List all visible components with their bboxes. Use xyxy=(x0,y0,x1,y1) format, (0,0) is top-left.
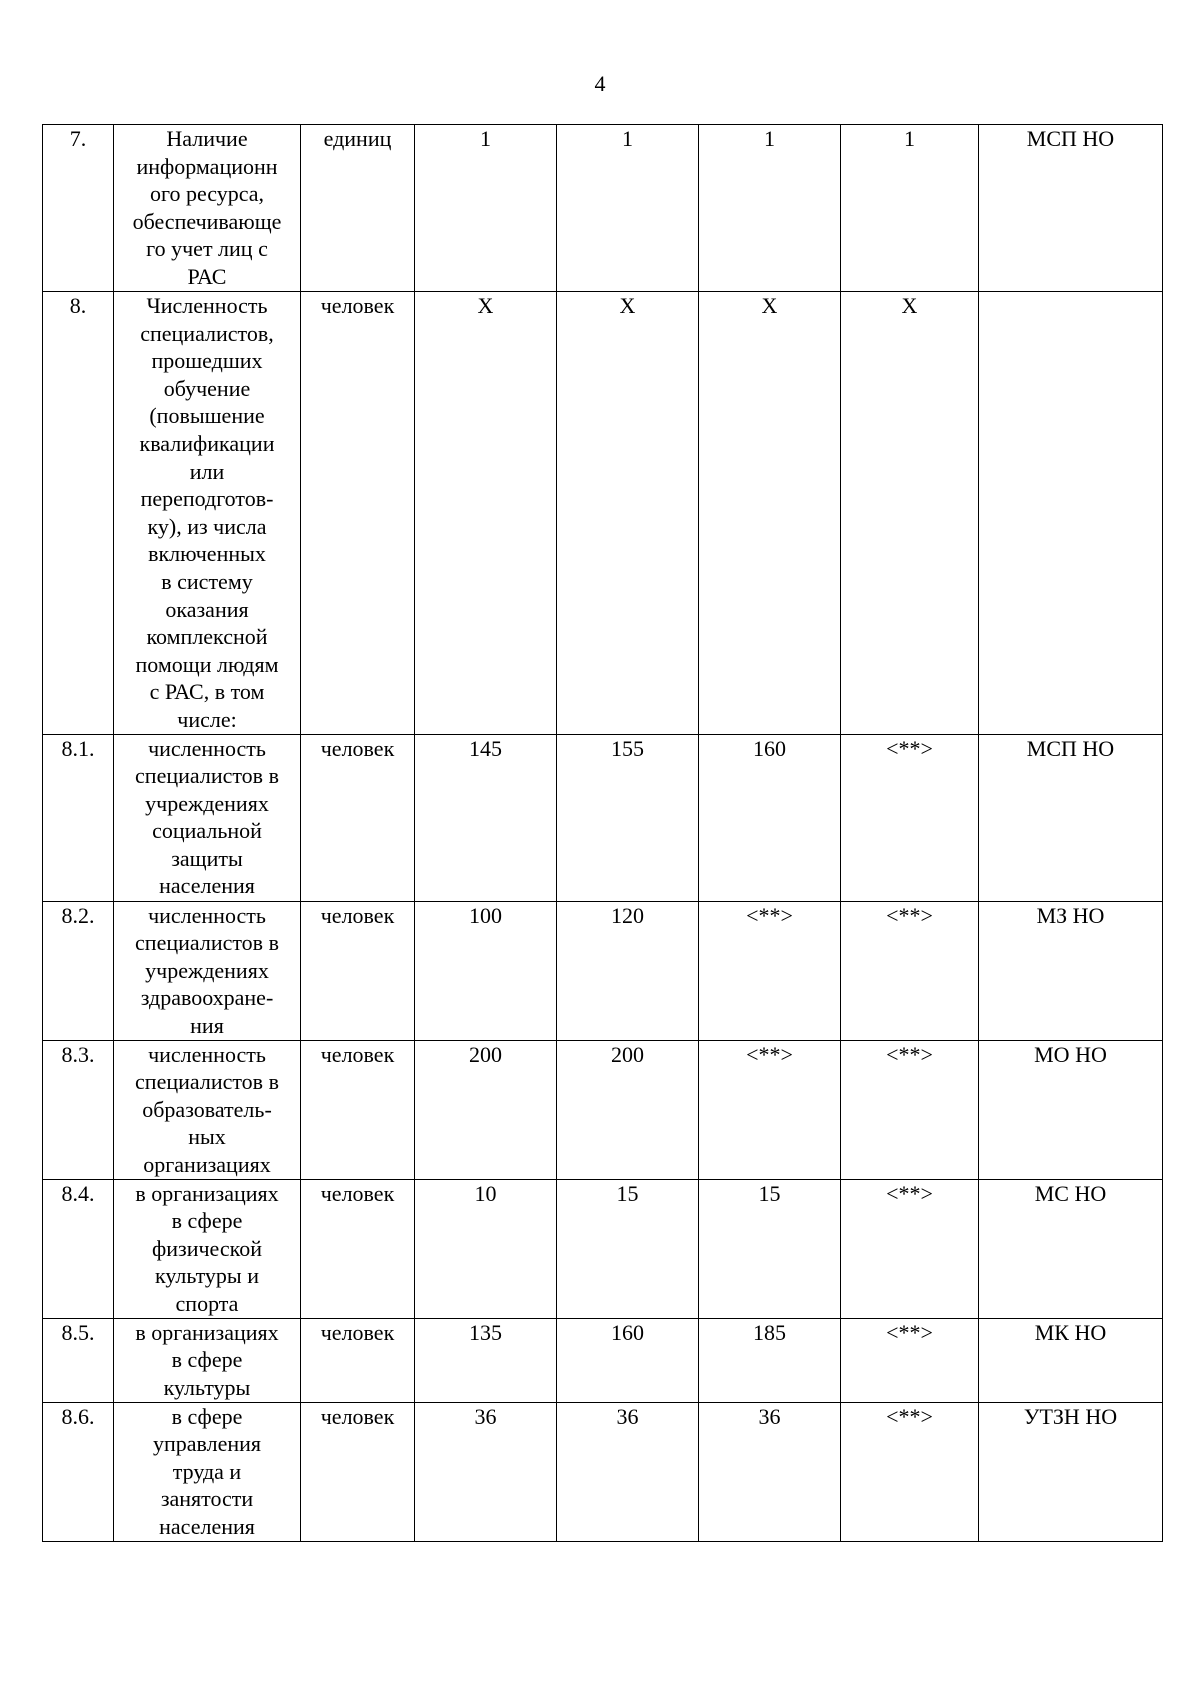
unit: единиц xyxy=(301,125,415,292)
executor: МС НО xyxy=(979,1179,1163,1318)
value-cell: 160 xyxy=(699,734,841,901)
executor: МК НО xyxy=(979,1318,1163,1402)
value-cell: 160 xyxy=(557,1318,699,1402)
row-number: 8.6. xyxy=(43,1402,114,1541)
table-row xyxy=(43,1040,1163,1179)
value-cell: X xyxy=(557,292,699,735)
unit: человек xyxy=(301,1179,415,1318)
executor: УТЗН НО xyxy=(979,1402,1163,1541)
value-cell: <**> xyxy=(841,1179,979,1318)
value-cell: <**> xyxy=(841,1402,979,1541)
value-cell: <**> xyxy=(699,901,841,1040)
unit: человек xyxy=(301,292,415,735)
table-row xyxy=(43,901,1163,1040)
value-cell: <**> xyxy=(841,1318,979,1402)
row-number: 8.2. xyxy=(43,901,114,1040)
value-cell: 15 xyxy=(557,1179,699,1318)
row-number: 7. xyxy=(43,125,114,292)
table-row xyxy=(43,1179,1163,1318)
value-cell: <**> xyxy=(841,901,979,1040)
indicator-name: в организациях в сфере культуры xyxy=(114,1318,301,1402)
unit: человек xyxy=(301,1040,415,1179)
indicator-name: численность специалистов в учреждениях здравоохране- ния xyxy=(114,901,301,1040)
unit: человек xyxy=(301,734,415,901)
row-number: 8. xyxy=(43,292,114,735)
executor: МСП НО xyxy=(979,734,1163,901)
value-cell: 145 xyxy=(415,734,557,901)
value-cell: <**> xyxy=(841,1040,979,1179)
value-cell: X xyxy=(699,292,841,735)
value-cell: X xyxy=(841,292,979,735)
indicator-name: численность специалистов в учреждениях социальной защиты населения xyxy=(114,734,301,901)
indicators-table xyxy=(42,124,1163,1542)
indicator-name: Численность специалистов, прошедших обучение (повышение квалификации или переподготов- ку), из числа включенных в систему оказания комплексной помощи людям с РАС, в том числе: xyxy=(114,292,301,735)
value-cell: 10 xyxy=(415,1179,557,1318)
row-number: 8.1. xyxy=(43,734,114,901)
value-cell: <**> xyxy=(699,1040,841,1179)
value-cell: 1 xyxy=(415,125,557,292)
indicator-name: в сфере управления труда и занятости населения xyxy=(114,1402,301,1541)
row-number: 8.3. xyxy=(43,1040,114,1179)
value-cell: 120 xyxy=(557,901,699,1040)
indicator-name: численность специалистов в образователь- ных организациях xyxy=(114,1040,301,1179)
indicator-name: Наличие информационн ого ресурса, обеспечивающе го учет лиц с РАС xyxy=(114,125,301,292)
row-number: 8.5. xyxy=(43,1318,114,1402)
value-cell: 155 xyxy=(557,734,699,901)
table-row xyxy=(43,292,1163,735)
unit: человек xyxy=(301,901,415,1040)
value-cell: 1 xyxy=(841,125,979,292)
value-cell: X xyxy=(415,292,557,735)
page-number: 4 xyxy=(594,71,606,96)
table-row xyxy=(43,125,1163,292)
value-cell: 100 xyxy=(415,901,557,1040)
value-cell: 185 xyxy=(699,1318,841,1402)
executor: МЗ НО xyxy=(979,901,1163,1040)
table-row xyxy=(43,1402,1163,1541)
value-cell: 135 xyxy=(415,1318,557,1402)
value-cell: 1 xyxy=(557,125,699,292)
executor xyxy=(979,292,1163,735)
value-cell: 200 xyxy=(415,1040,557,1179)
value-cell: 1 xyxy=(699,125,841,292)
value-cell: 36 xyxy=(699,1402,841,1541)
value-cell: 36 xyxy=(415,1402,557,1541)
executor: МО НО xyxy=(979,1040,1163,1179)
executor: МСП НО xyxy=(979,125,1163,292)
row-number: 8.4. xyxy=(43,1179,114,1318)
value-cell: 15 xyxy=(699,1179,841,1318)
value-cell: 36 xyxy=(557,1402,699,1541)
value-cell: <**> xyxy=(841,734,979,901)
value-cell: 200 xyxy=(557,1040,699,1179)
table-row xyxy=(43,734,1163,901)
table-row xyxy=(43,1318,1163,1402)
unit: человек xyxy=(301,1318,415,1402)
indicator-name: в организациях в сфере физической культуры и спорта xyxy=(114,1179,301,1318)
unit: человек xyxy=(301,1402,415,1541)
